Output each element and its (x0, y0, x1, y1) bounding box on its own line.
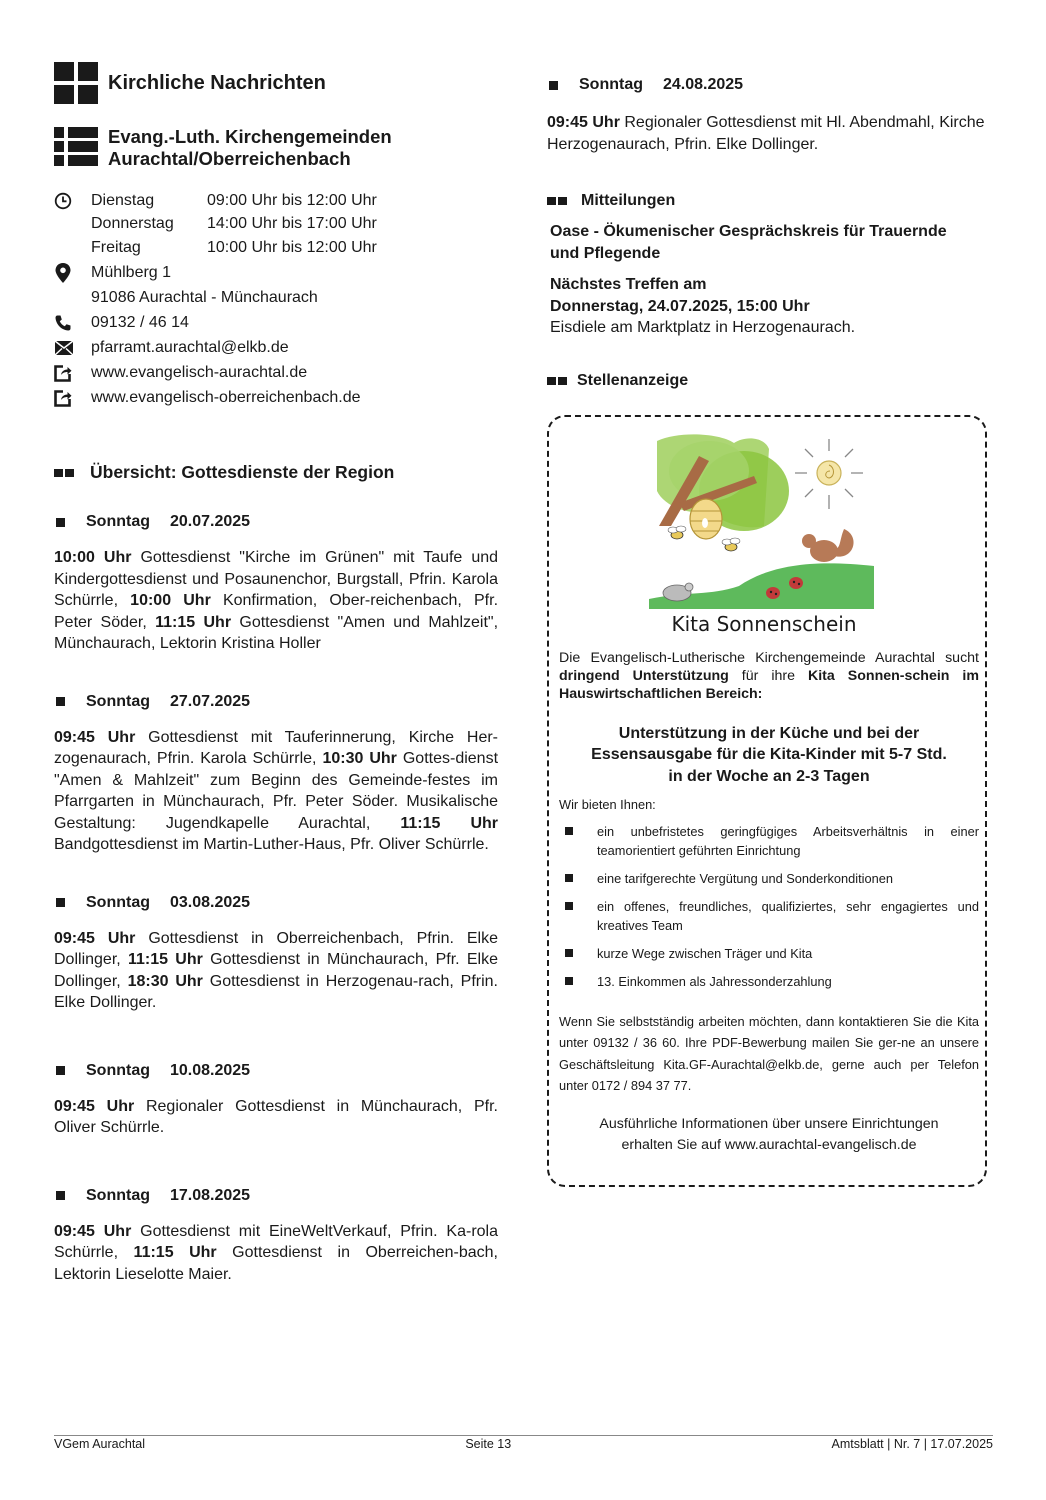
parish-title-line2: Aurachtal/Oberreichenbach (108, 148, 351, 169)
section-header (54, 62, 498, 104)
address-row (54, 260, 498, 285)
offer-label: Wir bieten Ihnen: (559, 796, 656, 812)
service-day: Sonntag (86, 513, 150, 530)
service-block (54, 1187, 498, 1286)
ad-intro: Die Evangelisch-Lutherische Kirchengemeinde Aurachtal sucht dringend Unterstützung für ihre Kita Sonnen-schein im Hauswirtschaftlichen Bereich: (559, 649, 979, 702)
ad-info-line2: erhalten Sie auf www.aurachtal-evangelisch.de (621, 1137, 917, 1153)
double-square-icon (547, 197, 567, 205)
kita-illustration (649, 431, 879, 641)
service-block (54, 894, 498, 1014)
next-meeting-date: Donnerstag, 24.07.2025, 15:00 Uhr (550, 297, 810, 315)
email-row (54, 335, 498, 360)
grid-logo-icon (54, 62, 98, 104)
announcement-heading-line1: Oase - Ökumenischer Gesprächskreis für Trauernde (550, 223, 947, 240)
address-line2: 91086 Aurachtal - Münchaurach (91, 288, 318, 306)
double-square-icon (547, 377, 567, 385)
parish-header (54, 126, 498, 170)
hours-time: 14:00 Uhr bis 17:00 Uhr (207, 215, 377, 232)
service-description: 10:00 Uhr Gottesdienst "Kirche im Grünen" mit Taufe und Kindergottesdienst und Posaunenchor, Burgstall, Pfrin. Karola Schürrle, 10:00 Uhr Konfirmation, Ober-reichenbach, Pfr. Peter Söder, 11:15 Uhr Gottesdienst "Amen und Mahlzeit", Münchaurach, Lektorin Kristina Holler (54, 549, 499, 652)
ad-headline-line2: Essensausgabe für die Kita-Kinder mit 5-7 Std. (591, 746, 947, 763)
service-day: Sonntag (86, 1186, 150, 1204)
service-description: 09:45 Uhr Gottesdienst in Oberreichenbach, Pfrin. Elke Dollinger, 11:15 Uhr Gottesdienst in Münchaurach, Pfr. Elke Dollinger, 18:30 Uhr Gottesdienst in Herzogenau-rach, Pfrin. Elke Dollinger. (54, 929, 499, 1011)
service-date: 27.07.2025 (170, 692, 251, 710)
double-square-icon (54, 469, 74, 477)
map-pin-icon (54, 262, 91, 284)
hours-time: 10:00 Uhr bis 12:00 Uhr (207, 238, 377, 256)
service-date: 10.08.2025 (170, 1061, 251, 1079)
phone-icon (54, 314, 91, 332)
hours-day: Freitag (91, 238, 141, 256)
square-bullet-icon (565, 874, 573, 882)
job-ad-box (547, 415, 987, 1187)
square-bullet-icon (56, 518, 65, 527)
mail-icon (54, 340, 91, 356)
contact-block (54, 188, 498, 410)
square-bullet-icon (565, 827, 573, 835)
phone-row (54, 310, 498, 335)
hours-row (54, 213, 498, 235)
service-date: 17.08.2025 (170, 1186, 251, 1204)
overview-header (54, 462, 498, 483)
page-footer (54, 1437, 993, 1451)
service-description: 09:45 Uhr Regionaler Gottesdienst in Münchaurach, Pfr. Oliver Schürrle. (54, 1097, 498, 1136)
service-date: 03.08.2025 (170, 893, 251, 911)
footer-left: VGem Aurachtal (54, 1437, 146, 1451)
ad-headline-line1: Unterstützung in der Küche und bei der (618, 724, 920, 742)
hours-day: Dienstag (91, 191, 155, 209)
ad-info-line1: Ausführliche Informationen über unsere Einrichtungen (599, 1115, 939, 1132)
square-bullet-icon (549, 81, 558, 90)
offer-item: ein offenes, freundliches, qualifiziertes, sehr engagiertes und kreatives Team (559, 897, 979, 935)
hours-time: 09:00 Uhr bis 12:00 Uhr (207, 191, 377, 209)
offer-item: eine tarifgerechte Vergütung und Sonderkonditionen (559, 869, 979, 888)
offer-item: ein unbefristetes geringfügiges Arbeitsverhältnis in einer teamorientiert geführten Einrichtung (559, 822, 979, 860)
square-bullet-icon (56, 1191, 65, 1200)
ad-info (559, 1114, 979, 1157)
square-bullet-icon (565, 902, 573, 910)
hours-row (54, 235, 498, 260)
announcements-header (547, 192, 993, 210)
job-ad-title: Stellenanzeige (577, 371, 689, 389)
service-day-header (54, 1062, 498, 1080)
section-title: Kirchliche Nachrichten (108, 71, 326, 94)
website-row (54, 360, 498, 385)
ad-contact-text: Wenn Sie selbstständig arbeiten möchten, dann kontaktieren Sie die Kita unter 09132 / 36 60. Ihre PDF-Bewerbung mailen Sie ger-ne an unsere Geschäftsleitung Kita.GF-Aurachtal@elkb.de, gerne auch per Telefon unter 0172 / 894 37 77. (559, 1013, 979, 1093)
service-day-header (54, 1187, 498, 1205)
kita-logo-caption: Kita Sonnenschein (671, 611, 857, 636)
hours-day: Donnerstag (91, 215, 174, 232)
announcement-details (550, 274, 993, 339)
address-row (54, 285, 498, 310)
service-date: 24.08.2025 (663, 76, 744, 93)
service-day: Sonntag (579, 76, 643, 93)
external-link-icon (54, 389, 91, 407)
next-meeting-label: Nächstes Treffen am (550, 276, 707, 293)
square-bullet-icon (565, 977, 573, 985)
announcement-heading-line2: und Pflegende (550, 244, 661, 262)
overview-title: Übersicht: Gottesdienste der Region (90, 462, 395, 482)
service-day: Sonntag (86, 692, 150, 710)
service-day-header (54, 693, 498, 711)
address-line1: Mühlberg 1 (91, 263, 172, 281)
offer-item: kurze Wege zwischen Träger und Kita (559, 944, 979, 963)
service-block (54, 513, 498, 655)
footer-right: Amtsblatt | Nr. 7 | 17.07.2025 (831, 1437, 993, 1451)
service-description: 09:45 Uhr Gottesdienst mit EineWeltVerkauf, Pfrin. Ka-rola Schürrle, 11:15 Uhr Gottesdienst in Oberreichen-bach, Lektorin Lieselotte Maier. (54, 1222, 498, 1283)
service-day-header (54, 894, 498, 912)
service-day-header (547, 76, 993, 94)
hours-row (54, 188, 498, 213)
service-day: Sonntag (86, 1061, 150, 1079)
square-bullet-icon (565, 949, 573, 957)
service-block (54, 693, 498, 856)
job-ad-header (547, 372, 993, 390)
footer-divider (54, 1435, 993, 1436)
service-date: 20.07.2025 (170, 513, 251, 530)
website-link-aurachtal[interactable]: www.evangelisch-aurachtal.de (91, 363, 308, 381)
offer-list (559, 822, 979, 1000)
website-link-oberreichenbach[interactable]: www.evangelisch-oberreichenbach.de (91, 388, 361, 406)
external-link-icon (54, 364, 91, 382)
ad-headline (559, 723, 979, 788)
email-link[interactable]: pfarramt.aurachtal@elkb.de (91, 338, 289, 356)
service-day: Sonntag (86, 893, 150, 911)
service-day-header (54, 513, 498, 531)
service-description: 09:45 Uhr Regionaler Gottesdienst mit Hl. Abendmahl, Kirche Herzogenaurach, Pfrin. Elke Dollinger. (547, 114, 985, 153)
service-block (547, 76, 993, 155)
announcement-heading (550, 221, 993, 264)
right-column (547, 76, 993, 1187)
square-bullet-icon (56, 1066, 65, 1075)
website-row (54, 385, 498, 410)
square-bullet-icon (56, 697, 65, 706)
clock-icon (54, 192, 91, 210)
list-logo-icon (54, 127, 98, 167)
offer-item: 13. Einkommen als Jahressonderzahlung (559, 972, 979, 991)
parish-title-line1: Evang.-Luth. Kirchengemeinden (108, 126, 392, 147)
service-description: 09:45 Uhr Gottesdienst mit Tauferinnerung, Kirche Her-zogenaurach, Pfrin. Karola Schürrle, 10:30 Uhr Gottes-dienst "Amen & Mahlzeit" zum Beginn des Gemeinde-festes im Pfarrgarten in Münchaurach, Pfr. Peter Söder. Musikalische Gestaltung: Jugendkapelle Aurachtal, 11:15 Uhr Bandgottesdienst im Martin-Luther-Haus, Pfr. Oliver Schürrle. (54, 728, 499, 853)
left-column (54, 62, 498, 1285)
announcements-title: Mitteilungen (581, 192, 676, 209)
ad-headline-line3: in der Woche an 2-3 Tagen (668, 767, 870, 785)
kita-logo (649, 431, 879, 641)
phone-number: 09132 / 46 14 (91, 313, 189, 331)
meeting-location: Eisdiele am Marktplatz in Herzogenaurach. (550, 319, 856, 336)
service-block (54, 1062, 498, 1139)
footer-page-number: Seite 13 (465, 1437, 512, 1451)
square-bullet-icon (56, 898, 65, 907)
